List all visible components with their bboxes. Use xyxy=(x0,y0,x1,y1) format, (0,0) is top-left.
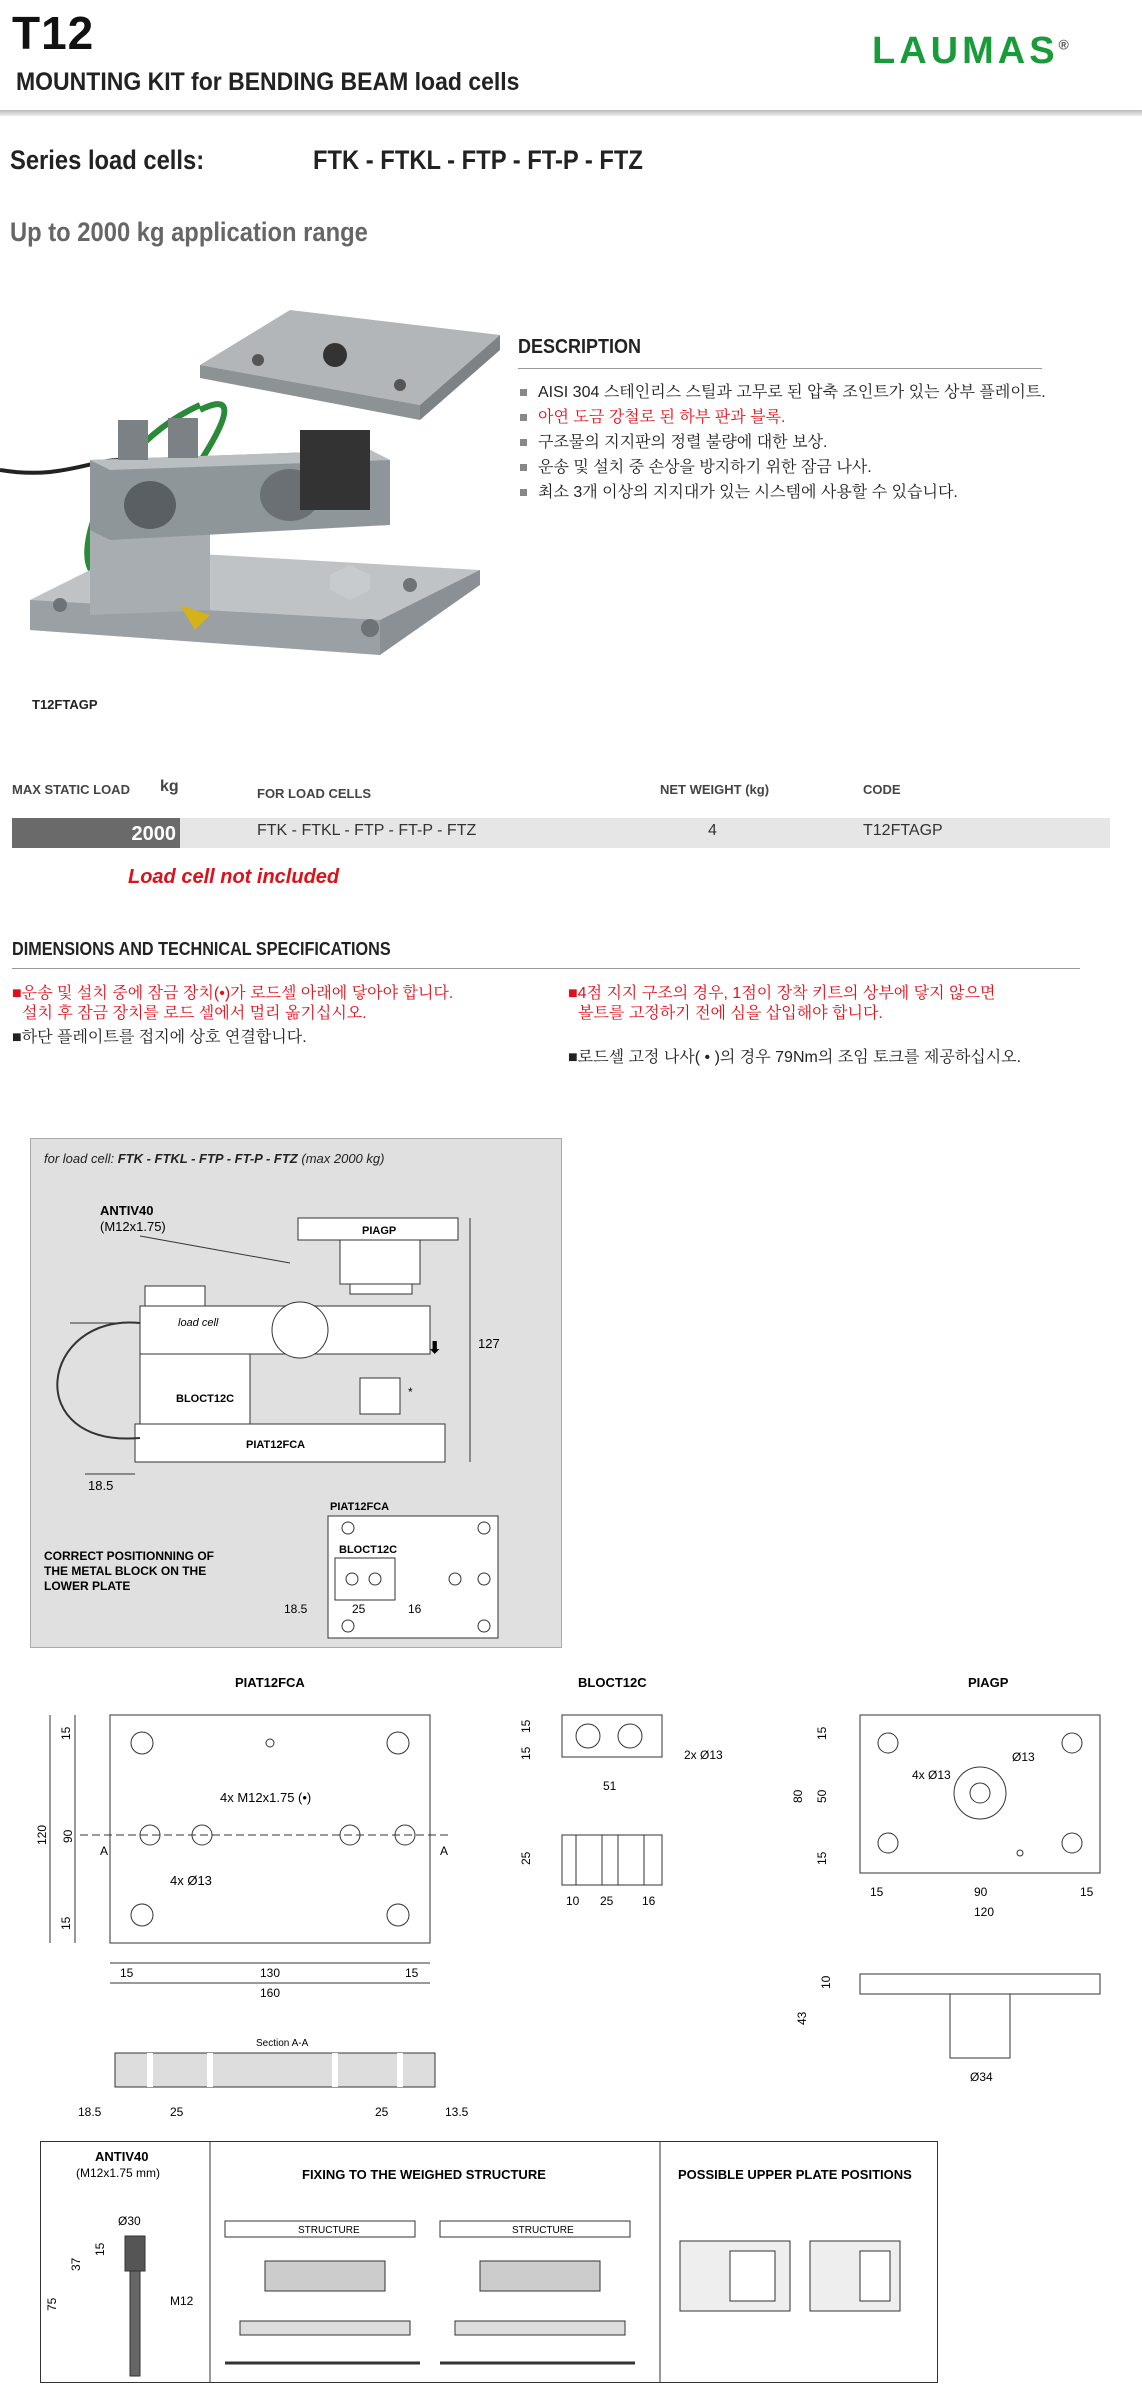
bloct-holes: 2x Ø13 xyxy=(684,1748,723,1762)
piat-v-3: 15 xyxy=(59,1916,73,1930)
piagp-h-3: 15 xyxy=(1080,1885,1094,1899)
piat-v-2: 90 xyxy=(61,1829,75,1843)
fixing-title: FIXING TO THE WEIGHED STRUCTURE xyxy=(302,2167,546,2182)
description-title: DESCRIPTION xyxy=(518,336,642,358)
header-divider xyxy=(0,110,1142,116)
small-dim-2: 25 xyxy=(352,1602,366,1616)
bloct-title: BLOCT12C xyxy=(578,1675,647,1690)
piagp-h-1: 15 xyxy=(870,1885,884,1899)
note-right-1: ■4점 지지 구조의 경우, 1점이 장착 키트의 상부에 닿지 않으면 xyxy=(568,985,996,1002)
series-label: Series load cells: xyxy=(10,145,205,175)
header-max-load: MAX STATIC LOAD xyxy=(12,782,130,797)
star-mark: * xyxy=(408,1385,413,1399)
note-right-3: ■로드셀 고정 나사( • )의 경우 79Nm의 조임 토크를 제공하십시오. xyxy=(568,1049,1022,1066)
small-bloct-label: BLOCT12C xyxy=(339,1544,398,1556)
bloct-label: BLOCT12C xyxy=(176,1393,235,1405)
antiv-15: 15 xyxy=(93,2242,107,2256)
description-item: AISI 304 스테인리스 스틸과 고무로 된 압축 조인트가 있는 상부 플레이트. xyxy=(518,380,1046,405)
note-left-1: ■운송 및 설치 중에 잠금 장치(•)가 로드셀 아래에 닿아야 합니다. xyxy=(12,985,454,1002)
bloct-b-2: 25 xyxy=(600,1894,614,1908)
bloct-width: 51 xyxy=(603,1779,617,1793)
piagp-side-1: 10 xyxy=(819,1975,833,1989)
piagp-v-1: 15 xyxy=(815,1726,829,1740)
section-a-right: A xyxy=(440,1844,449,1858)
note-left-2: 설치 후 잠금 장치를 로드 셀에서 멀리 옮기십시오. xyxy=(22,1005,367,1022)
product-model: T12 xyxy=(12,7,95,59)
header-for-load-cells: FOR LOAD CELLS xyxy=(257,786,372,801)
description-list xyxy=(518,380,1046,505)
piat-drawing xyxy=(20,1665,480,2125)
max-load-value: 2000 xyxy=(12,818,180,848)
bloct-v-2: 15 xyxy=(519,1746,533,1760)
piat-label: PIAT12FCA xyxy=(246,1439,306,1451)
piagp-v-total: 80 xyxy=(791,1789,805,1803)
section-dim-3: 25 xyxy=(375,2105,389,2119)
brand-name: LAUMAS xyxy=(872,30,1059,72)
piat-v-total: 120 xyxy=(35,1824,49,1845)
load-cell-label: load cell xyxy=(178,1317,219,1329)
antiv-dia: Ø30 xyxy=(118,2214,141,2228)
photo-caption: T12FTAGP xyxy=(32,697,98,712)
piagp-center-hole: Ø13 xyxy=(1012,1750,1035,1764)
note-left-3: ■하단 플레이트를 접지에 상호 연결합니다. xyxy=(12,1029,307,1046)
caption-prefix: for load cell: xyxy=(44,1151,118,1166)
assembly-diagram xyxy=(30,1138,560,1646)
piat-h-total: 160 xyxy=(260,1986,281,2000)
application-range: Up to 2000 kg application range xyxy=(10,217,368,247)
header-code: CODE xyxy=(863,782,901,797)
antiv-37: 37 xyxy=(69,2257,83,2271)
piagp-side-2: 43 xyxy=(795,2011,809,2025)
weight-value: 4 xyxy=(708,822,717,839)
section-dim-4: 13.5 xyxy=(445,2105,469,2119)
section-dim-2: 25 xyxy=(170,2105,184,2119)
structure-label-2: STRUCTURE xyxy=(512,2225,574,2236)
description-item: 아연 도금 강철로 된 하부 판과 블록. xyxy=(518,405,1046,430)
positioning-line-2: THE METAL BLOCK ON THE xyxy=(44,1564,207,1578)
piagp-label: PIAGP xyxy=(362,1225,397,1237)
antiv-sub: (M12x1.75 mm) xyxy=(76,2166,161,2180)
description-item: 운송 및 설치 중 손상을 방지하기 위한 잠금 나사. xyxy=(518,455,1046,480)
piat-h-3: 15 xyxy=(405,1966,419,1980)
piagp-diameter: Ø34 xyxy=(970,2070,993,2084)
antiv-75: 75 xyxy=(45,2297,59,2311)
dimensions-divider xyxy=(12,968,1080,969)
piat-title: PIAT12FCA xyxy=(235,1675,305,1690)
height-dim: 127 xyxy=(478,1336,500,1351)
antiv-label: ANTIV40 xyxy=(100,1203,154,1218)
description-divider xyxy=(518,368,1042,369)
series-value: FTK - FTKL - FTP - FT-P - FTZ xyxy=(313,145,643,175)
piat-holes13: 4x Ø13 xyxy=(170,1873,212,1888)
positioning-line-3: LOWER PLATE xyxy=(44,1579,131,1593)
small-dim-3: 16 xyxy=(408,1602,422,1616)
bloct-b-3: 16 xyxy=(642,1894,656,1908)
load-cell-note: Load cell not included xyxy=(128,866,340,888)
antiv-m12: M12 xyxy=(170,2294,194,2308)
bloct-v-3: 25 xyxy=(519,1851,533,1865)
header-kg: kg xyxy=(160,778,179,795)
section-dim-1: 18.5 xyxy=(78,2105,102,2119)
section-label: Section A-A xyxy=(256,2038,309,2049)
positions-title: POSSIBLE UPPER PLATE POSITIONS xyxy=(678,2167,912,2182)
bloct-drawing xyxy=(500,1665,740,1925)
piat-h-2: 130 xyxy=(260,1966,281,1980)
svg-text:for load cell: FTK - FTKL - FT xyxy=(44,1151,384,1166)
antiv-title: ANTIV40 xyxy=(95,2149,149,2164)
piat-thread-holes: 4x M12x1.75 (•) xyxy=(220,1790,312,1805)
section-a-left: A xyxy=(100,1844,109,1858)
description-item: 구조물의 지지판의 정렬 불량에 대한 보상. xyxy=(518,430,1046,455)
product-photo xyxy=(0,310,500,670)
brand-logo xyxy=(872,30,1069,73)
product-subtitle: MOUNTING KIT for BENDING BEAM load cells xyxy=(16,68,520,96)
piagp-h-2: 90 xyxy=(974,1885,988,1899)
header-net-weight: NET WEIGHT (kg) xyxy=(660,782,770,797)
piagp-h-total: 120 xyxy=(974,1905,995,1919)
bottom-panel-drawings xyxy=(40,2141,938,2383)
positioning-line-1: CORRECT POSITIONNING OF xyxy=(44,1549,215,1563)
structure-label-1: STRUCTURE xyxy=(298,2225,360,2236)
piat-v-1: 15 xyxy=(59,1726,73,1740)
dimensions-title: DIMENSIONS AND TECHNICAL SPECIFICATIONS xyxy=(12,939,391,959)
piagp-drawing xyxy=(780,1665,1120,2095)
piat-h-1: 15 xyxy=(120,1966,134,1980)
code-value: T12FTAGP xyxy=(863,822,943,839)
caption-suffix: (max 2000 kg) xyxy=(297,1151,385,1166)
svg-text:⬇: ⬇ xyxy=(428,1340,442,1357)
piagp-title: PIAGP xyxy=(968,1675,1009,1690)
registered-mark: ® xyxy=(1058,36,1069,53)
antiv-thread: (M12x1.75) xyxy=(100,1219,166,1234)
offset-dim: 18.5 xyxy=(88,1478,114,1493)
for-cells-value: FTK - FTKL - FTP - FT-P - FTZ xyxy=(257,822,477,839)
note-right-2: 볼트를 고정하기 전에 심을 삽입해야 합니다. xyxy=(578,1005,883,1022)
bloct-v-1: 15 xyxy=(519,1719,533,1733)
piagp-v-3: 15 xyxy=(815,1851,829,1865)
small-piat-label: PIAT12FCA xyxy=(330,1501,390,1513)
piagp-holes: 4x Ø13 xyxy=(912,1768,951,1782)
bloct-b-1: 10 xyxy=(566,1894,580,1908)
small-dim-1: 18.5 xyxy=(284,1602,308,1616)
piagp-v-2: 50 xyxy=(815,1789,829,1803)
caption-cells: FTK - FTKL - FTP - FT-P - FTZ xyxy=(117,1151,298,1166)
description-item: 최소 3개 이상의 지지대가 있는 시스템에 사용할 수 있습니다. xyxy=(518,480,1046,505)
